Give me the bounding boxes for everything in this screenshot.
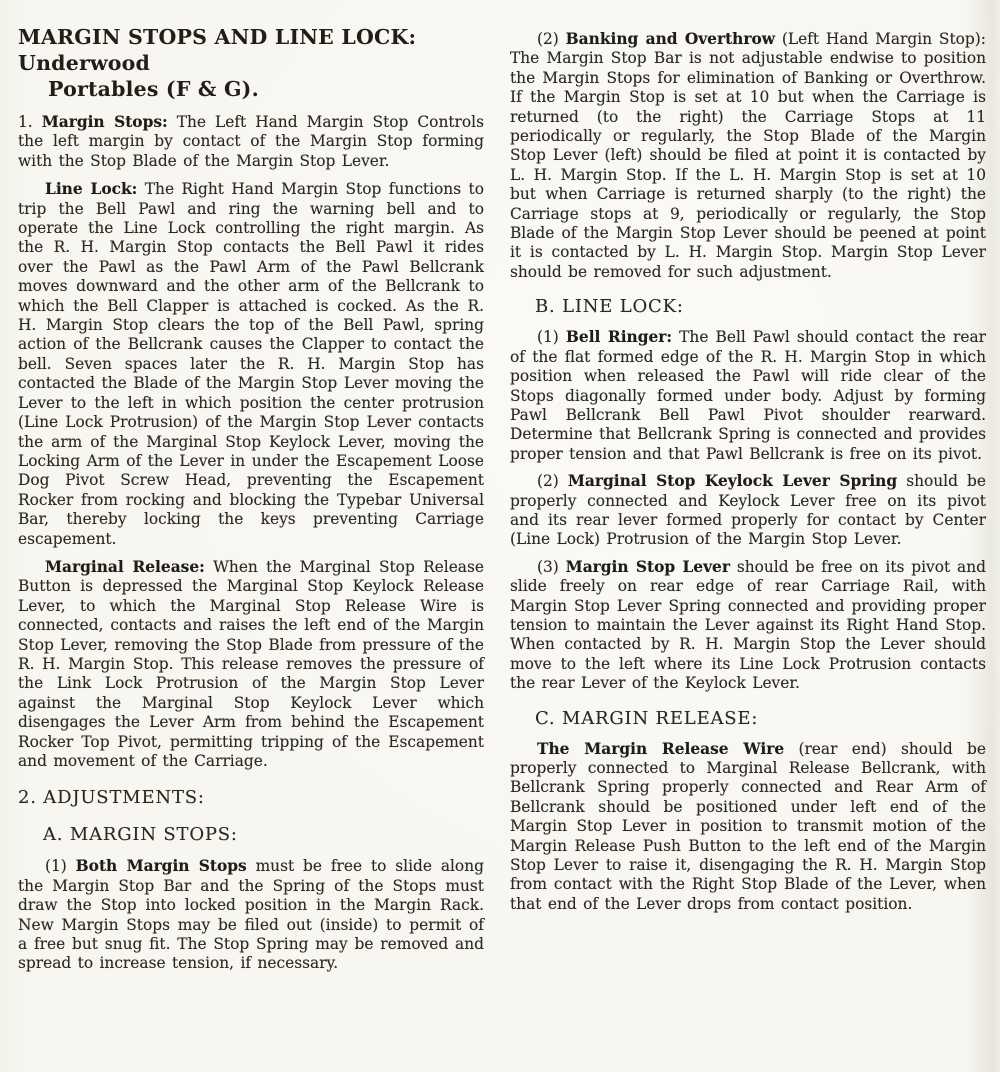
section-heading-adjustments: 2. ADJUSTMENTS: (18, 787, 205, 809)
paragraph-both-margin-stops (18, 857, 484, 973)
paragraph-line-lock (18, 180, 484, 549)
document-title (18, 24, 484, 102)
title-line-1: MARGIN STOPS AND LINE LOCK: Underwood (18, 25, 417, 75)
paragraph-number: 1. (18, 113, 33, 131)
subsection-heading-line-lock: B. LINE LOCK: (535, 296, 684, 318)
paragraph-text: The Left Hand Margin Stop Controls the left margin by contact of the Margin Stop forming with the Stop Blade of the Margin Stop Lever. (18, 113, 484, 170)
subsection-heading-margin-release: C. MARGIN RELEASE: (535, 707, 759, 729)
paragraph-keylock-lever-spring (510, 472, 986, 550)
right-column (510, 24, 986, 1066)
paragraph-lead: Both Margin Stops (75, 857, 247, 876)
paragraph-lead: Marginal Release: (45, 557, 205, 576)
paragraph-margin-stops (18, 113, 484, 171)
paragraph-lead: Bell Ringer: (565, 328, 673, 347)
paragraph-text: When the Marginal Stop Release Button is depressed the Marginal Stop Keylock Release Lever, to which the Marginal Stop Release Wire is connected, contacts and raises the left end of the Margin Stop Lever, removing the Stop Blade from pressure of the R. H. Margin Stop. This release removes the pressure of the Link Lock Protrusion of the Margin Stop Lever against the Marginal Stop Keylock Lever which disengages the Lever Arm from behind the Escapement Rocker Top Pivot, permitting tripping of the Escapement and movement of the Carriage. (18, 557, 484, 770)
paragraph-lead: The Margin Release Wire (537, 739, 785, 758)
paragraph-number: (1) (537, 328, 559, 347)
subsection-heading-margin-stops: A. MARGIN STOPS: (43, 824, 238, 846)
paragraph-margin-release-wire (510, 740, 986, 915)
paragraph-marginal-release (18, 558, 484, 771)
paragraph-margin-stop-lever (510, 558, 986, 694)
paragraph-lead: Marginal Stop Keylock Lever Spring (567, 472, 898, 491)
paragraph-number: (1) (45, 857, 67, 876)
paragraph-lead: Margin Stops: (41, 113, 168, 131)
paragraph-banking-overthrow (510, 30, 986, 282)
paragraph-text: (Left Hand Margin Stop): The Margin Stop Bar is not adjustable endwise to position the Margin Stops for elimination of Banking or Overthrow. If the Margin Stop is set at 10 but when the Carriage is returned (to the right) the Carriage Stops at 11 periodically or regularly, the Stop Blade of the Margin Stop Lever (left) should be filed at point it is contacted by L. H. Margin Stop. If the L. H. Margin Stop is set at 10 but when Carriage is returned sharply (to the right) the Carriage stops at 9, periodically or regularly, the Stop Blade of the Margin Stop Lever should be peened at point it is contacted by L. H. Margin Stop. Margin Stop Lever should be removed for such adjustment. (510, 30, 986, 281)
paragraph-text: (rear end) should be properly connected to Marginal Release Bellcrank, with Bellcrank Spring properly connected and Rear Arm of Bellcrank should be positioned under left end of the Margin Stop Lever in position to transmit motion of the Margin Release Push Button to the left end of the Margin Stop Lever to raise it, disengaging the R. H. Margin Stop from contact with the Right Stop Blade of the Lever, when that end of the Lever drops from contact position. (510, 739, 986, 913)
paragraph-text: The Right Hand Margin Stop functions to trip the Bell Pawl and ring the warning bell and to operate the Line Lock controlling the right margin. As the R. H. Margin Stop contacts the Bell Pawl it rides over the Pawl as the Pawl Arm of the Pawl Bellcrank moves downward and the other arm of the Bellcrank to which the Bell Clapper is attached is cocked. As the R. H. Margin Stop clears the top of the Bell Pawl, spring action of the Bellcrank causes the Clapper to contact the bell. Seven spaces later the R. H. Margin Stop has contacted the Blade of the Margin Stop Lever moving the Lever to the left in which position the center protrusion (Line Lock Protrusion) of the Margin Stop Lever contacts the arm of the Marginal Stop Keylock Lever, moving the Locking Arm of the Lever in under the Escapement Loose Dog Pivot Screw Head, preventing the Escapement Rocker from rocking and blocking the Typebar Universal Bar, thereby locking the keys preventing Carriage escapement. (18, 180, 484, 548)
paragraph-text: should be free on its pivot and slide freely on rear edge of rear Carriage Rail, with Margin Stop Lever Spring connected and providing proper tension to maintain the Lever against its Right Hand Stop. When contacted by R. H. Margin Stop the Lever should move to the left where its Line Lock Protrusion contacts the rear Lever of the Keylock Lever. (510, 557, 986, 693)
paragraph-bell-ringer (510, 328, 986, 464)
paragraph-text: The Bell Pawl should contact the rear of the flat formed edge of the R. H. Margin Stop in which position when released the Pawl will ride clear of the Stops diagonally formed under body. Adjust by forming Pawl Bellcrank Bell Pawl Pivot shoulder rearward. Determine that Bellcrank Spring is connected and provides proper tension and that Pawl Bellcrank is free on its pivot. (510, 328, 986, 463)
paragraph-lead: Margin Stop Lever (565, 557, 730, 576)
paragraph-number: (2) (537, 472, 559, 491)
paragraph-lead: Line Lock: (45, 180, 138, 199)
paragraph-lead: Banking and Overthrow (565, 30, 775, 48)
paragraph-number: (3) (537, 557, 559, 576)
paragraph-text: must be free to slide along the Margin Stop Bar and the Spring of the Stops must draw the Stop into locked position in the Margin Rack. New Margin Stops may be filed out (inside) to permit of a free but snug fit. The Stop Spring may be removed and spread to increase tension, if necessary. (18, 857, 484, 973)
paragraph-number: (2) (537, 30, 559, 48)
title-line-2: Portables (F & G). (48, 77, 259, 101)
paragraph-text: should be properly connected and Keylock Lever free on its pivot and its rear lever formed properly for contact by Center (Line Lock) Protrusion of the Margin Stop Lever. (510, 472, 986, 549)
left-column (18, 24, 484, 1066)
